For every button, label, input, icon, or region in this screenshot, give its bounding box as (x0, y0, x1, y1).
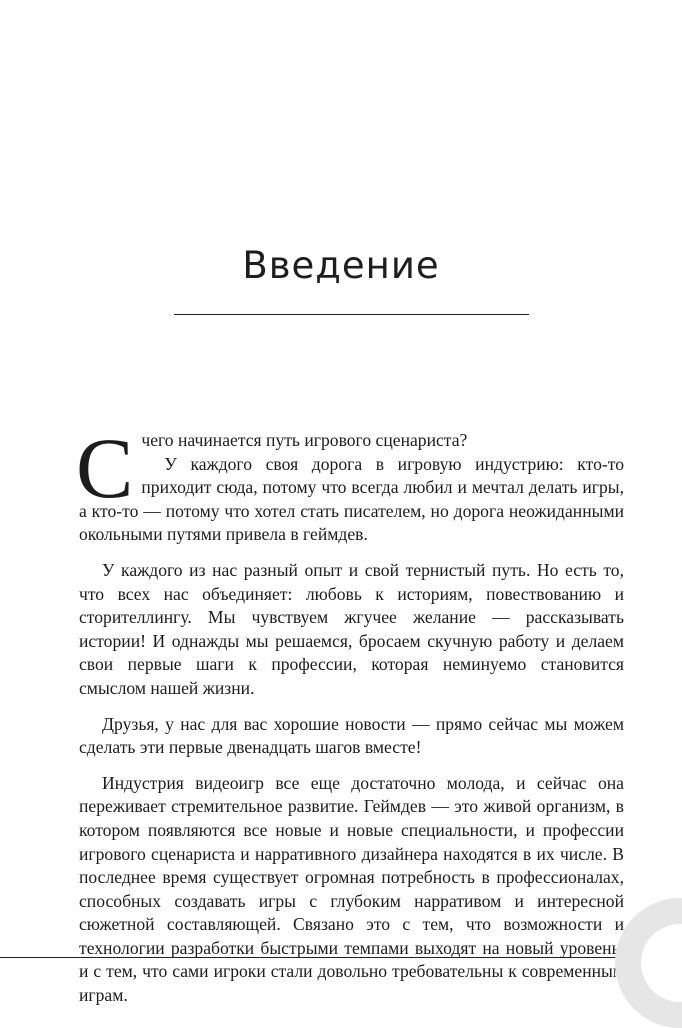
body-text (76, 420, 624, 1008)
intro-first-line: чего начинается путь игрового сценариста? (141, 430, 468, 450)
paragraph: У каждого из нас разный опыт и свой тернистый путь. Но есть то, что всех нас объединяет: любовь к историям, повествованию и сторителлингу. Мы чувствуем жгучее желание — рассказывать истории! И однажды мы решаемся, бросаем скучную работу и делаем свои первые шаги к профессии, которая неминуемо становится смыслом нашей жизни. (79, 559, 624, 698)
page-tab-ring-decoration (615, 898, 682, 1028)
intro-rest: У каждого своя дорога в игровую индустрию: кто-то приходит сюда, потому что всегда любил и мечтал делать игры, а кто-то — потому что хотел стать писателем, но дорога неожиданными окольными путями привела в геймдев. (79, 453, 624, 545)
title-underline (174, 314, 529, 315)
chapter-title: Введение (242, 244, 440, 287)
intro-paragraph (76, 420, 624, 547)
drop-cap: С (76, 420, 134, 516)
paragraph: Друзья, у нас для вас хорошие новости — прямо сейчас мы можем сделать эти первые двенадцать шагов вместе! (79, 713, 624, 758)
page-bottom-rule (0, 957, 622, 958)
paragraph: Индустрия видеоигр все еще достаточно молода, и сейчас она переживает стремительное развитие. Геймдев — это живой организм, в котором появляются все новые и новые специальности, и профессии игрового сценариста и нарративного дизайнера находятся в их числе. В последнее время существует огромная потребность в профессионалах, способных создавать игры с глубоким нарративом и интересной сюжетной составляющей. Связано это с тем, что возможности и технологии разработки быстрыми темпами выходят на новый уровень, и с тем, что сами игроки стали довольно требовательны к современным играм. (79, 772, 624, 1006)
